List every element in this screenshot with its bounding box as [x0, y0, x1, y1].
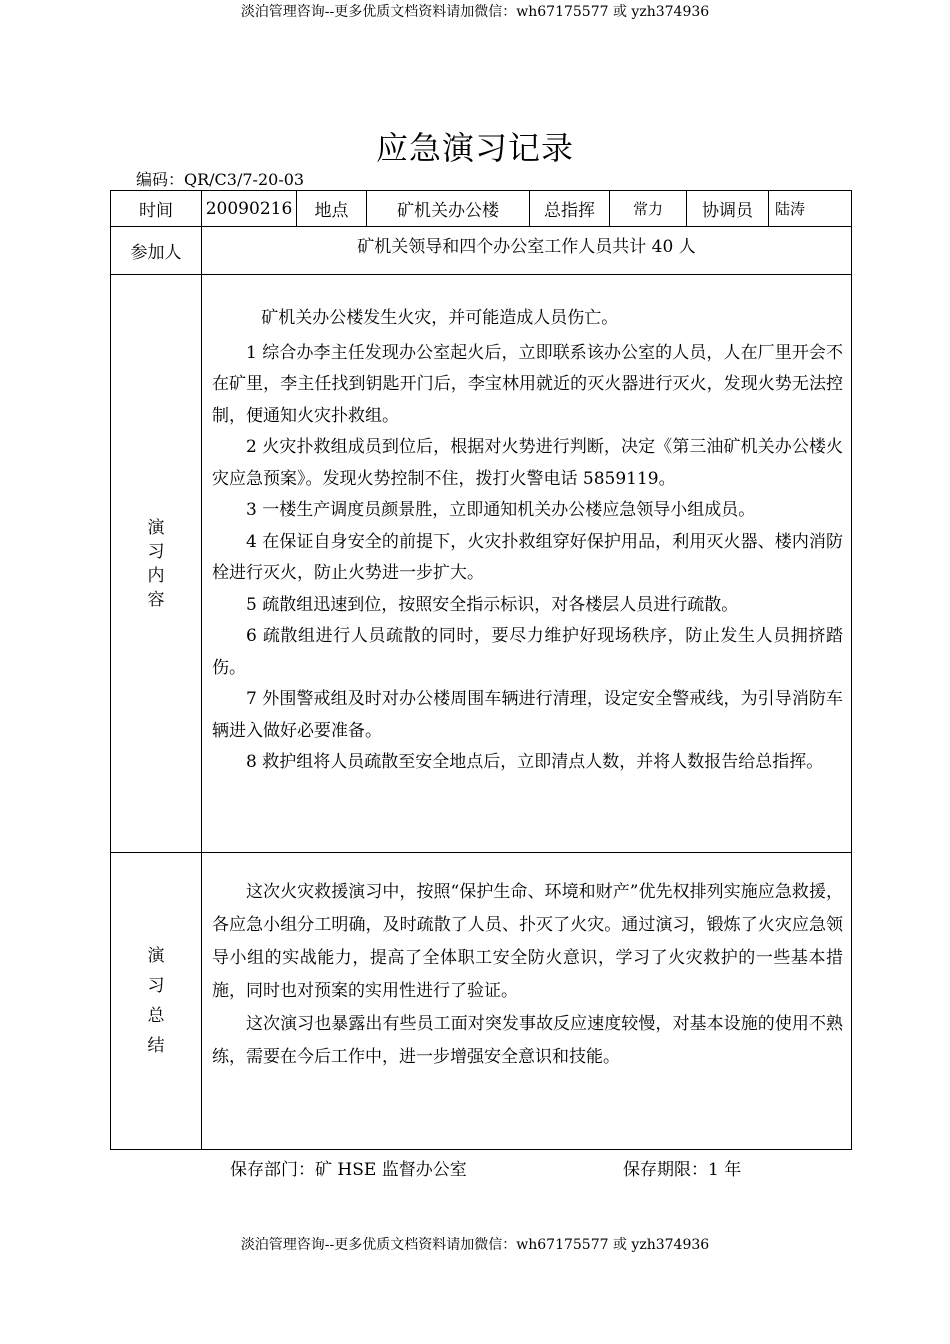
place-label: 地点: [297, 191, 367, 227]
summary-paragraph: 这次火灾救援演习中，按照“保护生命、环境和财产”优先权排列实施应急救援，各应急小组分工明确，及时疏散了人员、扑灭了火灾。通过演习，锻炼了火灾应急领导小组的实战能力，提高了全体职工安全防火意识，学习了火灾救护的一些基本措施，同时也对预案的实用性进行了验证。: [212, 882, 843, 1001]
content-label-cell: [111, 275, 202, 853]
time-label: 时间: [111, 191, 202, 227]
content-label: 演习内容: [147, 517, 165, 610]
coordinator-label: 协调员: [687, 191, 769, 227]
summary-paragraph: 这次演习也暴露出有些员工面对突发事故反应速度较慢，对基本设施的使用不熟练，需要在今后工作中，进一步增强安全意识和技能。: [212, 1014, 843, 1067]
info-row: [111, 191, 852, 227]
document-code: 编码：QR/C3/7-20-03: [136, 170, 305, 189]
content-item: 7 外围警戒组及时对办公楼周围车辆进行清理，设定安全警戒线，为引导消防车辆进入做好必要准备。: [212, 689, 843, 741]
summary-body: [202, 853, 851, 1074]
content-item: 1 综合办李主任发现办公室起火后，立即联系该办公室的人员，人在厂里开会不在矿里，李主任找到钥匙开门后，李宝林用就近的灭火器进行灭火，发现火势无法控制，便通知火灾扑救组。: [212, 342, 843, 426]
commander-value: 常力: [610, 191, 687, 227]
commander-label: 总指挥: [530, 191, 610, 227]
document-title: 应急演习记录: [375, 129, 574, 167]
participants-value: 矿机关领导和四个办公室工作人员共计 40 人: [202, 227, 852, 275]
content-row: [111, 275, 852, 853]
content-item: 6 疏散组进行人员疏散的同时，要尽力维护好现场秩序，防止发生人员拥挤踏伤。: [212, 626, 843, 678]
place-value: 矿机关办公楼: [367, 191, 530, 227]
participants-label: 参加人: [111, 227, 202, 275]
content-body: [202, 275, 851, 779]
drill-record-table: [110, 190, 852, 1150]
summary-cell: [202, 853, 852, 1150]
coordinator-value: 陆涛: [769, 191, 852, 227]
content-item: 5 疏散组迅速到位，按照安全指示标识，对各楼层人员进行疏散。: [246, 594, 739, 615]
participants-row: [111, 227, 852, 275]
storage-department: 保存部门：矿 HSE 监督办公室: [230, 1160, 467, 1180]
summary-label: 演习总结: [147, 946, 165, 1056]
watermark-footer: 淡泊管理咨询--更多优质文档资料请加微信：wh67175577 或 yzh374936: [240, 1237, 710, 1253]
content-lead: 矿机关办公楼发生火灾，并可能造成人员伤亡。: [261, 308, 619, 328]
content-item: 8 救护组将人员疏散至安全地点后，立即清点人数，并将人数报告给总指挥。: [246, 752, 824, 772]
watermark-header: 淡泊管理咨询--更多优质文档资料请加微信：wh67175577 或 yzh374936: [240, 4, 710, 20]
content-item: 2 火灾扑救组成员到位后，根据对火势进行判断，决定《第三油矿机关办公楼火灾应急预案》。发现火势控制不住，拨打火警电话 5859119。: [212, 437, 843, 489]
content-item: 3 一楼生产调度员颜景胜，立即通知机关办公楼应急领导小组成员。: [246, 500, 756, 520]
summary-label-cell: [111, 853, 202, 1150]
content-item: 4 在保证自身安全的前提下，火灾扑救组穿好保护用品，利用灭火器、楼内消防栓进行灭火，防止火势进一步扩大。: [212, 531, 843, 583]
summary-row: [111, 853, 852, 1150]
content-cell: [202, 275, 852, 853]
storage-period: 保存期限：1 年: [623, 1160, 742, 1180]
time-value: 20090216: [202, 191, 297, 227]
